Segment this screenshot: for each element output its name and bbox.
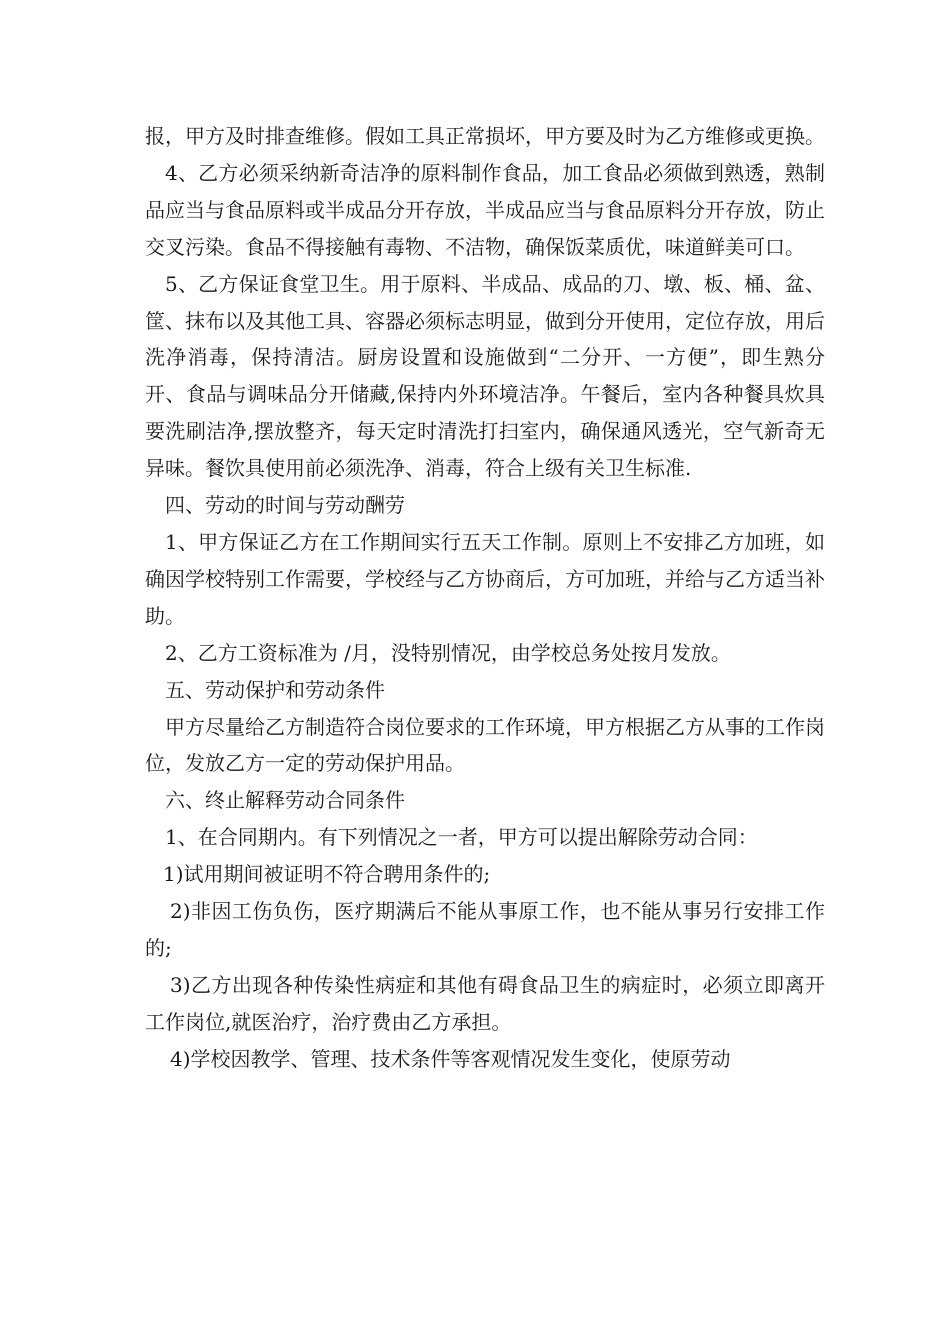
paragraph-clause-4-food-materials: 4、乙方必须采纳新奇洁净的原料制作食品，加工食品必须做到熟透，熟制品应当与食品原料或半成品分开存放，半成品应当与食品原料分开存放，防止交叉污染。食品不得接触有毒物、不洁物，确保饭菜质优，味道鲜美可口。 — [145, 160, 825, 259]
list-item-probation: 1)试用期间被证明不符合聘用条件的; — [163, 862, 491, 887]
list-item-non-work-injury: 2)非因工伤负伤，医疗期满后不能从事原工作，也不能从事另行安排工作的; — [145, 899, 825, 960]
paragraph-termination-conditions: 1、在合同期内。有下列情况之一者，甲方可以提出解除劳动合同： — [165, 825, 758, 850]
list-item-objective-change: 4)学校因教学、管理、技术条件等客观情况发生变化，使原劳动 — [170, 1046, 731, 1071]
list-item-infectious-disease: 3)乙方出现各种传染性病症和其他有碍食品卫生的病症时，必须立即离开工作岗位,就医治疗，治疗费由乙方承担。 — [145, 972, 825, 1034]
paragraph-working-environment: 甲方尽量给乙方制造符合岗位要求的工作环境，甲方根据乙方从事的工作岗位，发放乙方一定的劳动保护用品。 — [145, 714, 825, 776]
section-heading-labor-protection: 五、劳动保护和劳动条件 — [165, 677, 385, 702]
section-heading-termination: 六、终止解释劳动合同条件 — [165, 788, 405, 813]
section-heading-working-hours: 四、劳动的时间与劳动酬劳 — [165, 493, 405, 518]
paragraph-clause-5-hygiene: 5、乙方保证食堂卫生。用于原料、半成品、成品的刀、墩、板、桶、盆、筐、抹布以及其他工具、容器必须标志明显，做到分开使用，定位存放，用后洗净消毒，保持清洁。厨房设置和设施做到“二分开、一方便”，即生熟分开、食品与调味品分开储藏,保持内外环境洁净。午餐后，室内各种餐具炊具要洗刷洁净,摆放整齐，每天定时清洗打扫室内，确保通风透光，空气新奇无异味。餐饮具使用前必须洗净、消毒，符合上级有关卫生标准. — [145, 271, 825, 481]
paragraph-working-days: 1、甲方保证乙方在工作期间实行五天工作制。原则上不安排乙方加班，如确因学校特别工作需要，学校经与乙方协商后，方可加班，并给与乙方适当补助。 — [145, 529, 825, 628]
paragraph-salary: 2、乙方工资标准为 /月，没特别情况，由学校总务处按月发放。 — [165, 640, 731, 665]
document-body — [145, 118, 825, 1078]
paragraph-tools-repair: 报，甲方及时排查维修。假如工具正常损坏，甲方要及时为乙方维修或更换。 — [145, 124, 825, 148]
